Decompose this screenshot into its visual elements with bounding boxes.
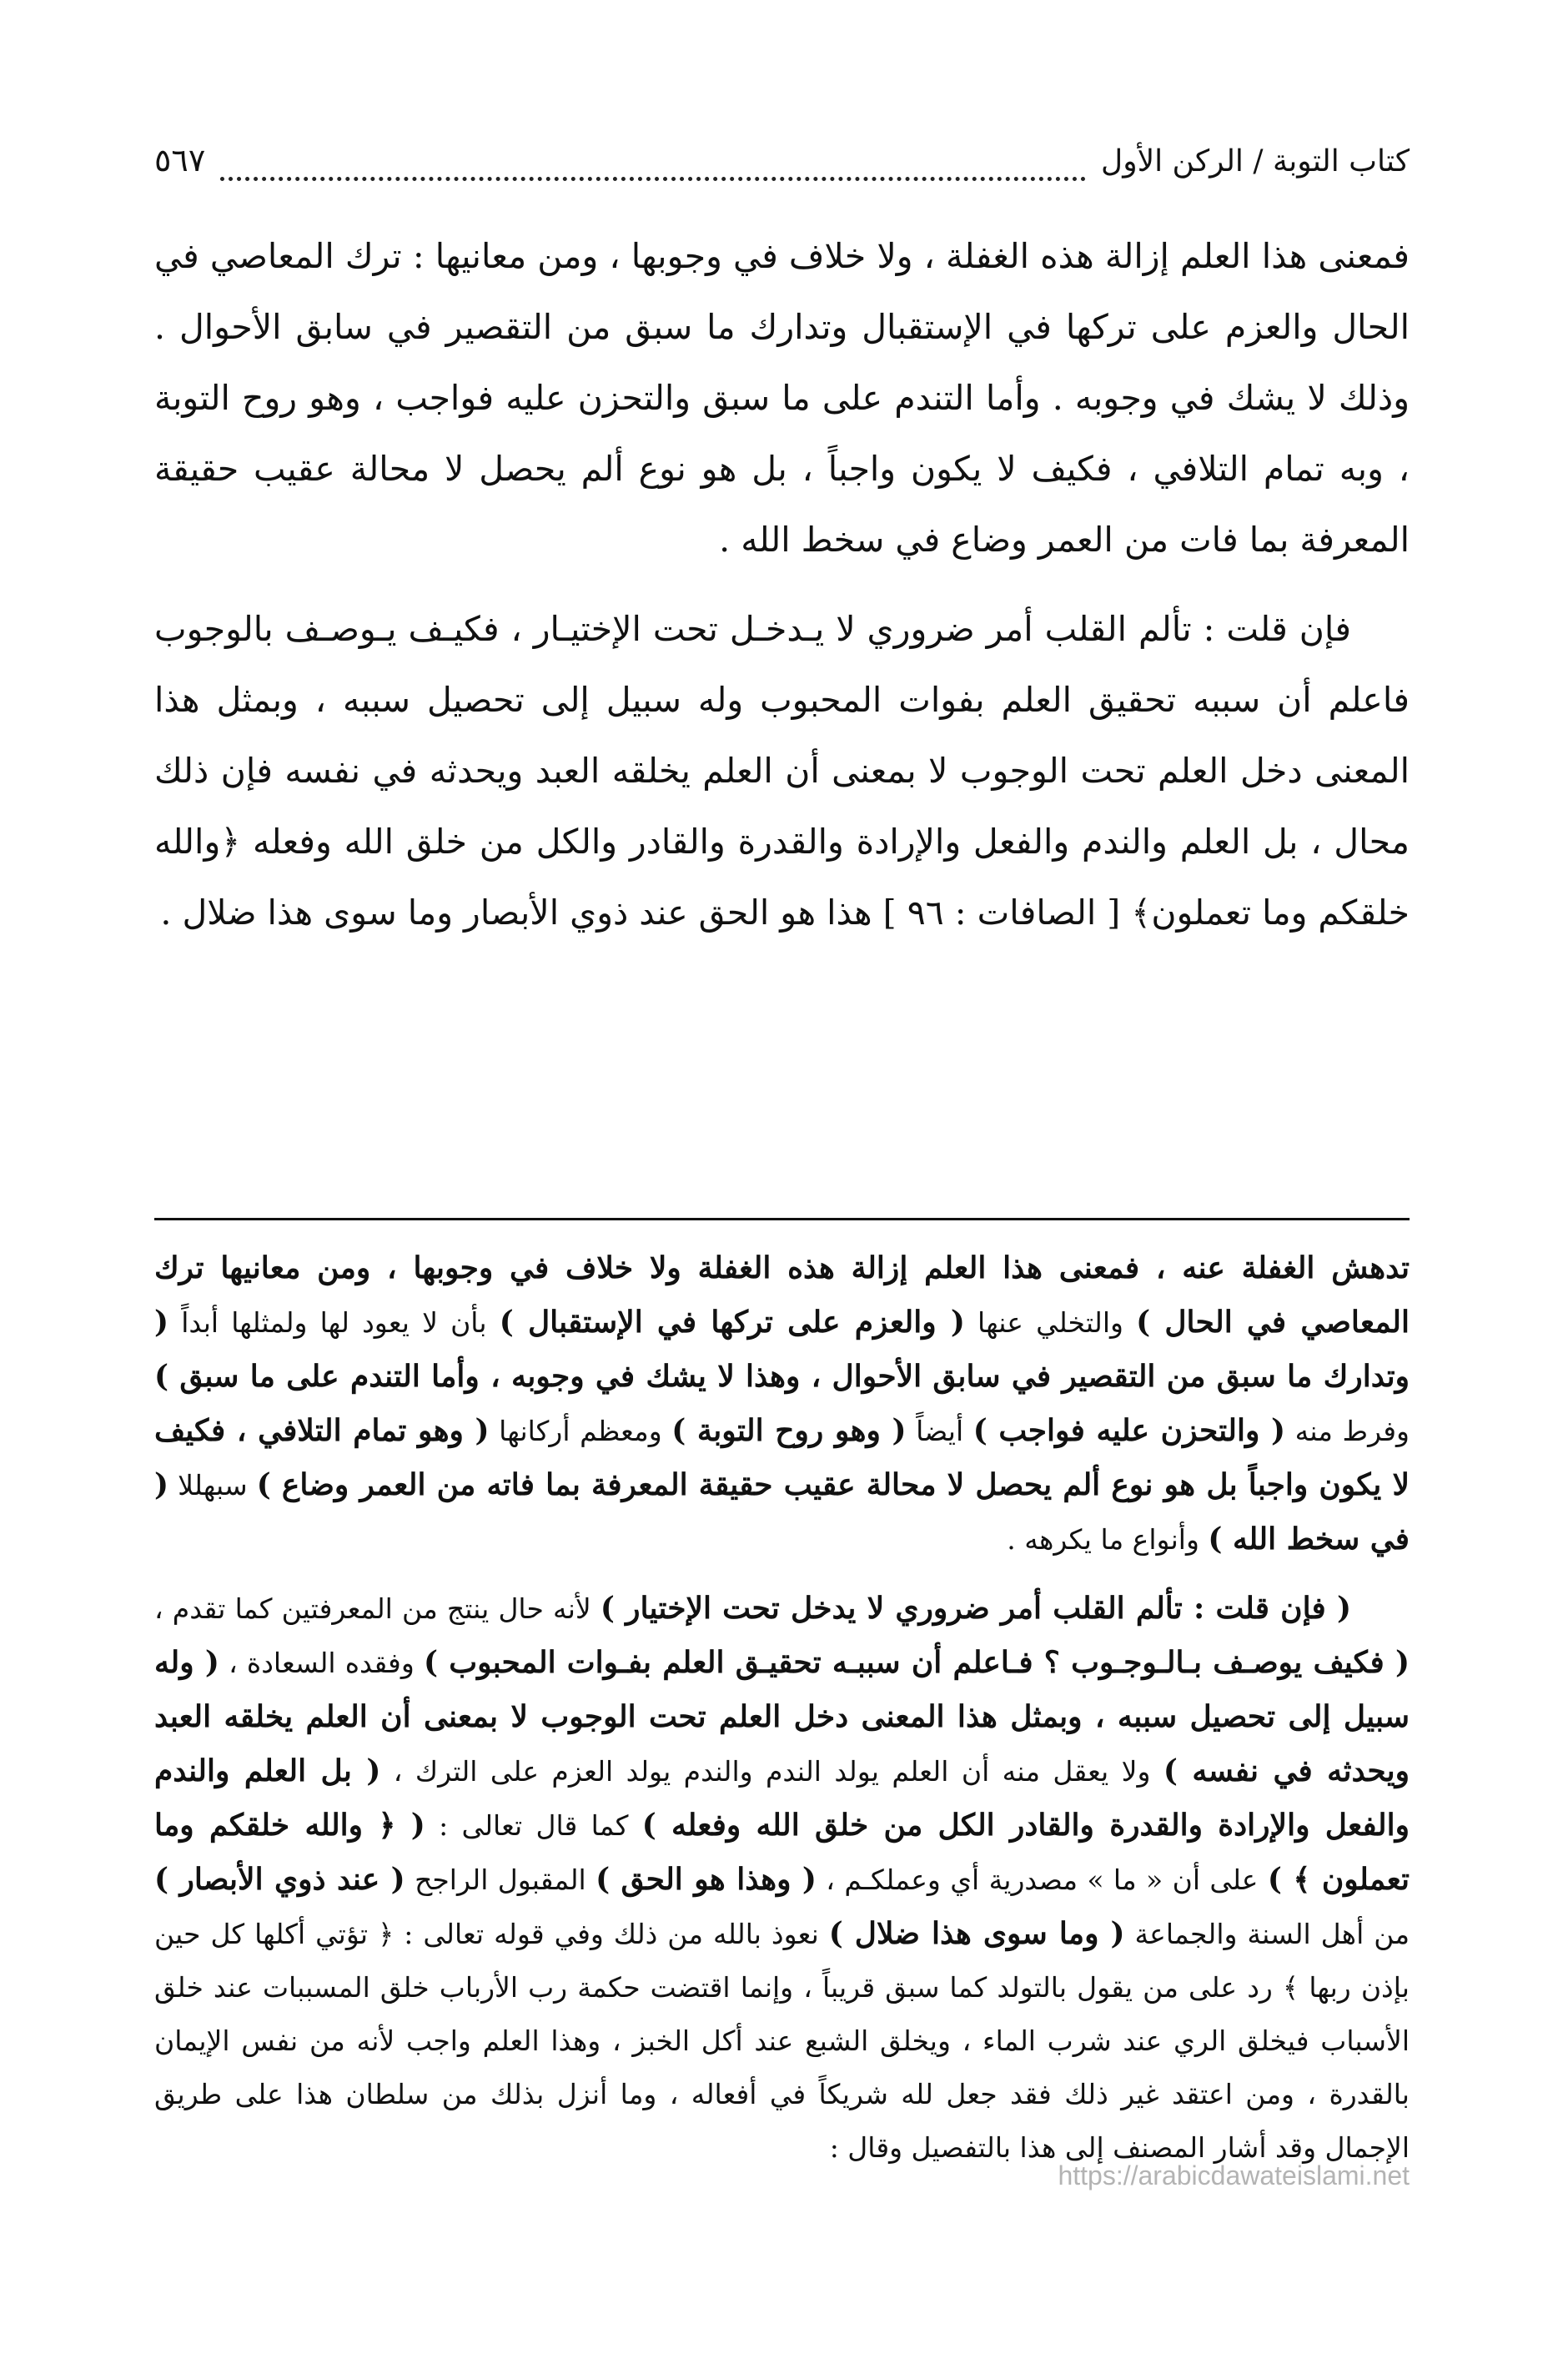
quoted-matn-segment: تدهش الغفلة عنه ، فمعنى هذا العلم إزالة هذه الغفلة ولا خلاف في وجوبها ، ومن معانيها ترك المعاصي في الحال ) [154, 1250, 1410, 1340]
commentary-paragraph-1 [154, 1241, 1410, 1567]
explanation-segment: لأنه حال ينتج من المعرفتين كما تقدم ، [154, 1592, 601, 1625]
quoted-matn-segment: ( والعزم على تركها في الإستقبال ) [499, 1305, 965, 1340]
explanation-segment: كما قال تعالى : [425, 1809, 642, 1842]
quoted-matn-segment: ( بل العلم والندم والفعل والإرادة والقدرة والقادر الكل من خلق الله وفعله ) [154, 1753, 1410, 1843]
commentary-paragraph-2 [154, 1582, 1410, 2175]
chapter-title: كتاب التوبة / الركن الأول [1101, 144, 1410, 179]
explanation-segment: وفرط منه [1285, 1415, 1410, 1447]
explanation-segment: من أهل السنة والجماعة [1124, 1918, 1410, 1950]
explanation-segment: ولا يعقل منه أن العلم يولد الندم والندم يولد العزم على الترك ، [380, 1755, 1163, 1788]
explanation-segment: نعوذ بالله من ذلك وفي قوله تعالى : ﴿ تؤتي أكلها كل حين بإذن ربها ﴾ رد على من يقول بالتولد كما سبق قريباً ، وإنما اقتضت حكمة رب الأرباب خلق المسببات عند خلق الأسباب فيخلق الري عند شرب الماء ، ويخلق الشبع عند أكل الخبز ، وهذا العلم واجب لأنه من نفس الإيمان بالقدرة ، ومن اعتقد غير ذلك فقد جعل لله شريكاً في أفعاله ، وما أنزل بذلك من سلطان هذا على طريق الإجمال وقد أشار المصنف إلى هذا بالتفصيل وقال : [154, 1918, 1410, 2164]
book-page [154, 142, 1410, 2311]
footnote-separator [154, 1218, 1410, 1220]
explanation-segment: ومعظم أركانها [489, 1415, 672, 1447]
quoted-matn-segment: ( فكيف يوصـف بـالـوجـوب ؟ فـاعلم أن سببـه تحقيـق العلم بفـوات المحبوب ) [423, 1645, 1410, 1680]
quoted-matn-segment: ( وهذا هو الحق ) [596, 1862, 817, 1897]
page-number: ٥٦٧ [154, 142, 206, 179]
header-dot-leader [220, 177, 1086, 181]
main-paragraph-2: فإن قلت : تألم القلب أمر ضروري لا يـدخـل تحت الإختيـار ، فكيـف يـوصـف بالوجوب فاعلم أن سببه تحقيق العلم بفوات المحبوب وله سبيل إلى تحصيل سببه ، وبمثل هذا المعنى دخل العلم تحت الوجوب لا بمعنى أن العلم يخلقه العبد ويحدثه في نفسه فإن ذلك محال ، بل العلم والندم والفعل والإرادة والقدرة والقادر والكل من خلق الله وفعله ﴿والله خلقكم وما تعملون﴾ [ الصافات : ٩٦ ] هذا هو الحق عند ذوي الأبصار وما سوى هذا ضلال . [154, 609, 1410, 933]
explanation-segment: سبهللا [168, 1469, 257, 1501]
explanation-segment: والتخلي عنها [964, 1306, 1137, 1339]
explanation-segment: أيضاً [906, 1415, 973, 1447]
quoted-matn-segment: ( ﴿ والله خلقكم وما تعملون ﴾ ) [154, 1808, 1410, 1897]
watermark-url: https://arabicdawateislami.net [1058, 2160, 1410, 2190]
quoted-matn-segment: ( في سخط الله ) [154, 1467, 1410, 1557]
running-header [154, 142, 1410, 200]
quoted-matn-segment: ( وهو روح التوبة ) [671, 1413, 907, 1448]
commentary [154, 1241, 1410, 2190]
explanation-segment: وفقده السعادة ، [219, 1647, 424, 1679]
explanation-segment: بأن لا يعود لها ولمثلها أبداً [168, 1306, 500, 1339]
quoted-matn-segment: ( وله سبيل إلى تحصيل سببه ، وبمثل هذا المعنى دخل العلم تحت الوجوب لا بمعنى أن العلم يخلقه العبد ويحدثه في نفسه ) [154, 1645, 1410, 1788]
quoted-matn-segment: ( وتدارك ما سبق من التقصير في سابق الأحوال ، وهذا لا يشك في وجوبه ، وأما التندم على ما سبق ) [154, 1305, 1410, 1394]
quoted-matn-segment: ( والتحزن عليه فواجب ) [972, 1413, 1286, 1448]
explanation-segment: على أن « ما » مصدرية أي وعملكـم ، [816, 1864, 1268, 1896]
explanation-segment: وأنواع ما يكرهه . [1007, 1523, 1209, 1556]
quoted-matn-segment: ( فإن قلت : تألم القلب أمر ضروري لا يدخل تحت الإختيار ) [600, 1591, 1351, 1626]
quoted-matn-segment: ( وهو تمام التلافي ، فكيف لا يكون واجباً بل هو نوع ألم يحصل لا محالة عقيب حقيقة المعرفة بما فاته من العمر وضاع ) [154, 1413, 1410, 1502]
explanation-segment: المقبول الراجح [405, 1864, 596, 1896]
main-paragraph-1: فمعنى هذا العلم إزالة هذه الغفلة ، ولا خلاف في وجوبها ، ومن معانيها : ترك المعاصي في الحال والعزم على تركها في الإستقبال وتدارك ما سبق من التقصير في سابق الأحوال . وذلك لا يشك في وجوبه . وأما التندم على ما سبق والتحزن عليه فواجب ، وهو روح التوبة ، وبه تمام التلافي ، فكيف لا يكون واجباً ، بل هو نوع ألم يحصل لا محالة عقيب حقيقة المعرفة بما فات من العمر وضاع في سخط الله . [154, 236, 1410, 560]
quoted-matn-segment: ( وما سوى هذا ضلال ) [828, 1916, 1125, 1951]
main-text [154, 221, 1410, 967]
quoted-matn-segment: ( عند ذوي الأبصار ) [154, 1862, 405, 1897]
